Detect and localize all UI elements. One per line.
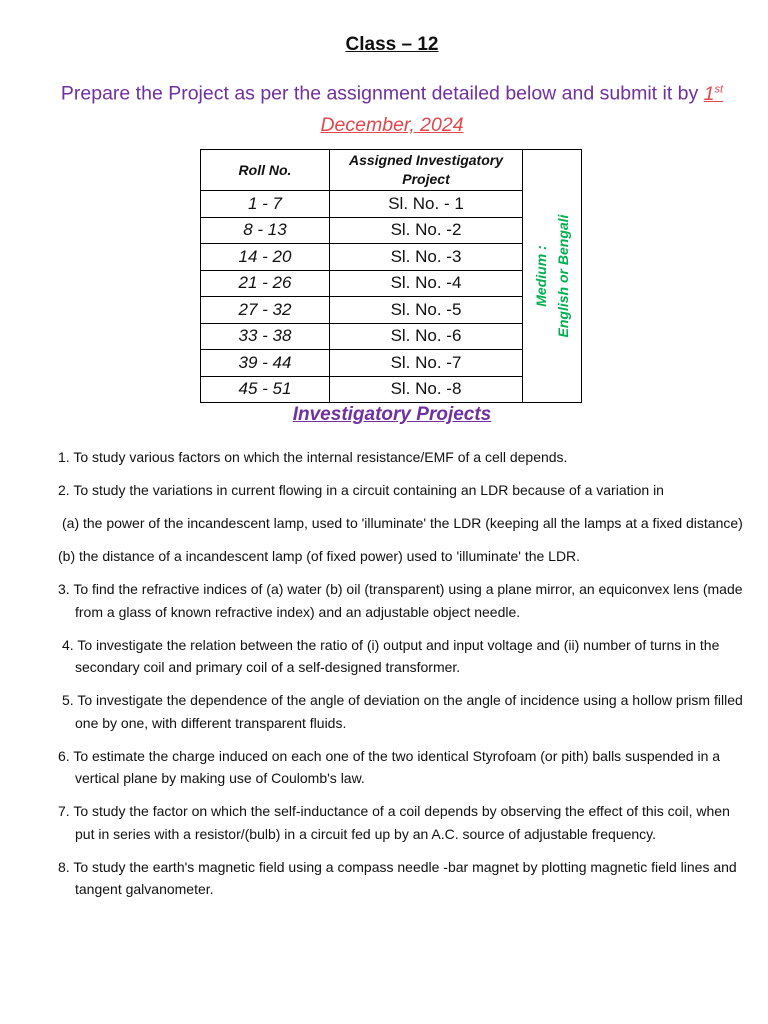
roll-range: 45 - 51 (201, 376, 330, 403)
list-item: 5. To investigate the dependence of the angle of deviation on the angle of incidence using a hollow prism filled one by one, with different transparent fluids. (62, 692, 743, 731)
medium-value: English or Bengali (555, 214, 571, 338)
roll-range: 27 - 32 (201, 297, 330, 324)
instruction-body: Prepare the Project as per the assignment detailed below and submit it by (60, 82, 704, 105)
list-item: 4. To investigate the relation between the ratio of (i) output and input voltage and (ii) number of turns in the secondary coil and primary coil of a self-designed transformer. (62, 636, 720, 675)
list-item: (b) the distance of a incandescent lamp (of fixed power) used to 'illuminate' the LDR. (58, 548, 581, 564)
list-item: 1. To study various factors on which the internal resistance/EMF of a cell depends. (58, 449, 568, 465)
project-serial: Sl. No. -5 (330, 297, 523, 324)
list-item: 6. To estimate the charge induced on each one of the two identical Styrofoam (or pith) balls suspended in a vertical plane by making use of Coulomb's law. (58, 747, 721, 786)
deadline-day: 1 (703, 82, 715, 105)
project-serial: Sl. No. - 1 (330, 191, 523, 218)
list-item: 7. To study the factor on which the self-inductance of a coil depends by observing the effect of this coil, when put in series with a resistor/(bulb) in a circuit fed up by an A.C. source of adjustable frequency. (58, 803, 730, 842)
roll-range: 1 - 7 (201, 191, 330, 218)
project-serial: Sl. No. -4 (330, 270, 523, 297)
roll-range: 8 - 13 (201, 217, 330, 244)
instruction-text (40, 74, 744, 141)
roll-range: 14 - 20 (201, 244, 330, 271)
header-assigned-project: Assigned Investigatory Project (330, 150, 523, 191)
list-item: 3. To find the refractive indices of (a) water (b) oil (transparent) using a plane mirror, an equiconvex lens (made from a glass of known refractive index) and an adjustable object needle. (58, 581, 743, 620)
project-serial: Sl. No. -2 (330, 217, 523, 244)
deadline-month-year: December, 2024 (320, 113, 464, 136)
list-item: 2. To study the variations in current flowing in a circuit containing an LDR because of a variation in (58, 482, 664, 498)
deadline-ordinal: st (714, 83, 724, 95)
assignment-table (200, 149, 582, 403)
medium-label: Medium : (533, 245, 549, 307)
projects-heading: Investigatory Projects (292, 404, 492, 425)
page-title: Class – 12 (345, 34, 439, 55)
list-item: 8. To study the earth's magnetic field using a compass needle -bar magnet by plotting magnetic field lines and tangent galvanometer. (58, 858, 737, 897)
roll-range: 33 - 38 (201, 323, 330, 350)
project-serial: Sl. No. -3 (330, 244, 523, 271)
project-list (58, 446, 748, 911)
roll-range: 39 - 44 (201, 350, 330, 377)
table-header-row (201, 150, 582, 191)
medium-note (530, 215, 574, 338)
list-item: (a) the power of the incandescent lamp, used to 'illuminate' the LDR (keeping all the lamps at a fixed distance) (62, 515, 743, 531)
project-serial: Sl. No. -7 (330, 350, 523, 377)
header-roll-no: Roll No. (201, 150, 330, 191)
medium-cell (523, 150, 582, 403)
project-serial: Sl. No. -6 (330, 323, 523, 350)
project-serial: Sl. No. -8 (330, 376, 523, 403)
roll-range: 21 - 26 (201, 270, 330, 297)
